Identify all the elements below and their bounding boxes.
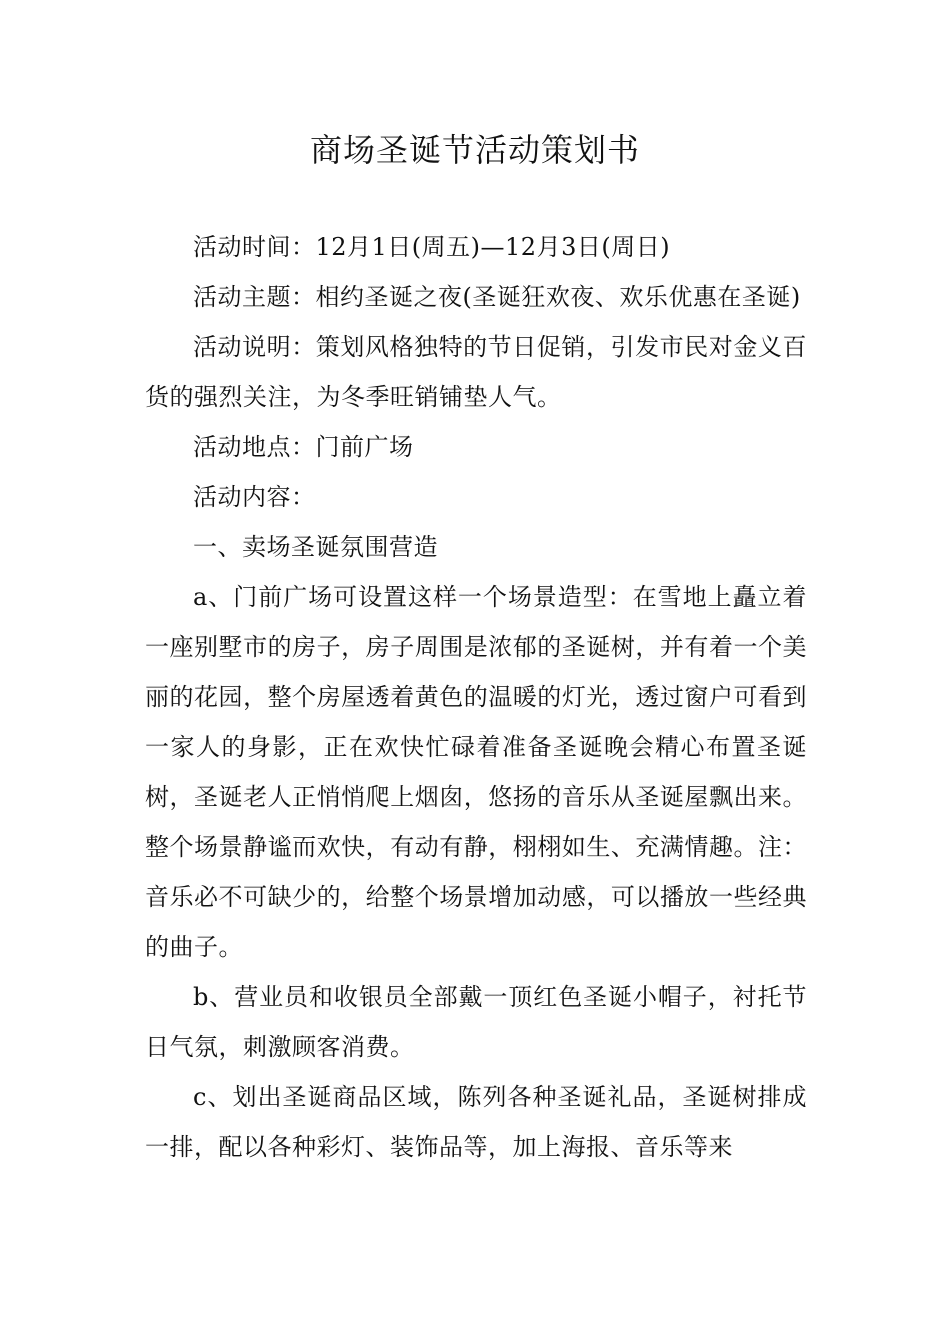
paragraph-item-c: c、划出圣诞商品区域，陈列各种圣诞礼品，圣诞树排成一排，配以各种彩灯、装饰品等，加上海报、音乐等来 [145, 1083, 807, 1161]
document-title: 商场圣诞节活动策划书 [309, 131, 640, 169]
paragraph-activity-location: 活动地点：门前广场 [193, 433, 414, 461]
paragraph-activity-theme: 活动主题：相约圣诞之夜(圣诞狂欢夜、欢乐优惠在圣诞) [193, 283, 801, 311]
paragraph-item-b: b、营业员和收银员全部戴一顶红色圣诞小帽子，衬托节日气氛，刺激顾客消费。 [145, 983, 807, 1061]
paragraph-activity-content: 活动内容： [193, 483, 316, 511]
paragraph-item-a: a、门前广场可设置这样一个场景造型：在雪地上矗立着一座别墅市的房子，房子周围是浓郁的圣诞树，并有着一个美丽的花园，整个房屋透着黄色的温暖的灯光，透过窗户可看到一家人的身影，正在欢快忙碌着准备圣诞晚会精心布置圣诞树，圣诞老人正悄悄爬上烟囱，悠扬的音乐从圣诞屋飘出来。整个场景静谧而欢快，有动有静，栩栩如生、充满情趣。注：音乐必不可缺少的，给整个场景增加动感，可以播放一些经典的曲子。 [145, 583, 807, 961]
document-body [145, 222, 807, 1172]
section-heading-atmosphere: 一、卖场圣诞氛围营造 [193, 533, 438, 561]
paragraph-activity-time: 活动时间：12月1日(周五)—12月3日(周日) [193, 233, 671, 261]
paragraph-activity-description: 活动说明：策划风格独特的节日促销，引发市民对金义百货的强烈关注，为冬季旺销铺垫人气。 [145, 333, 807, 411]
